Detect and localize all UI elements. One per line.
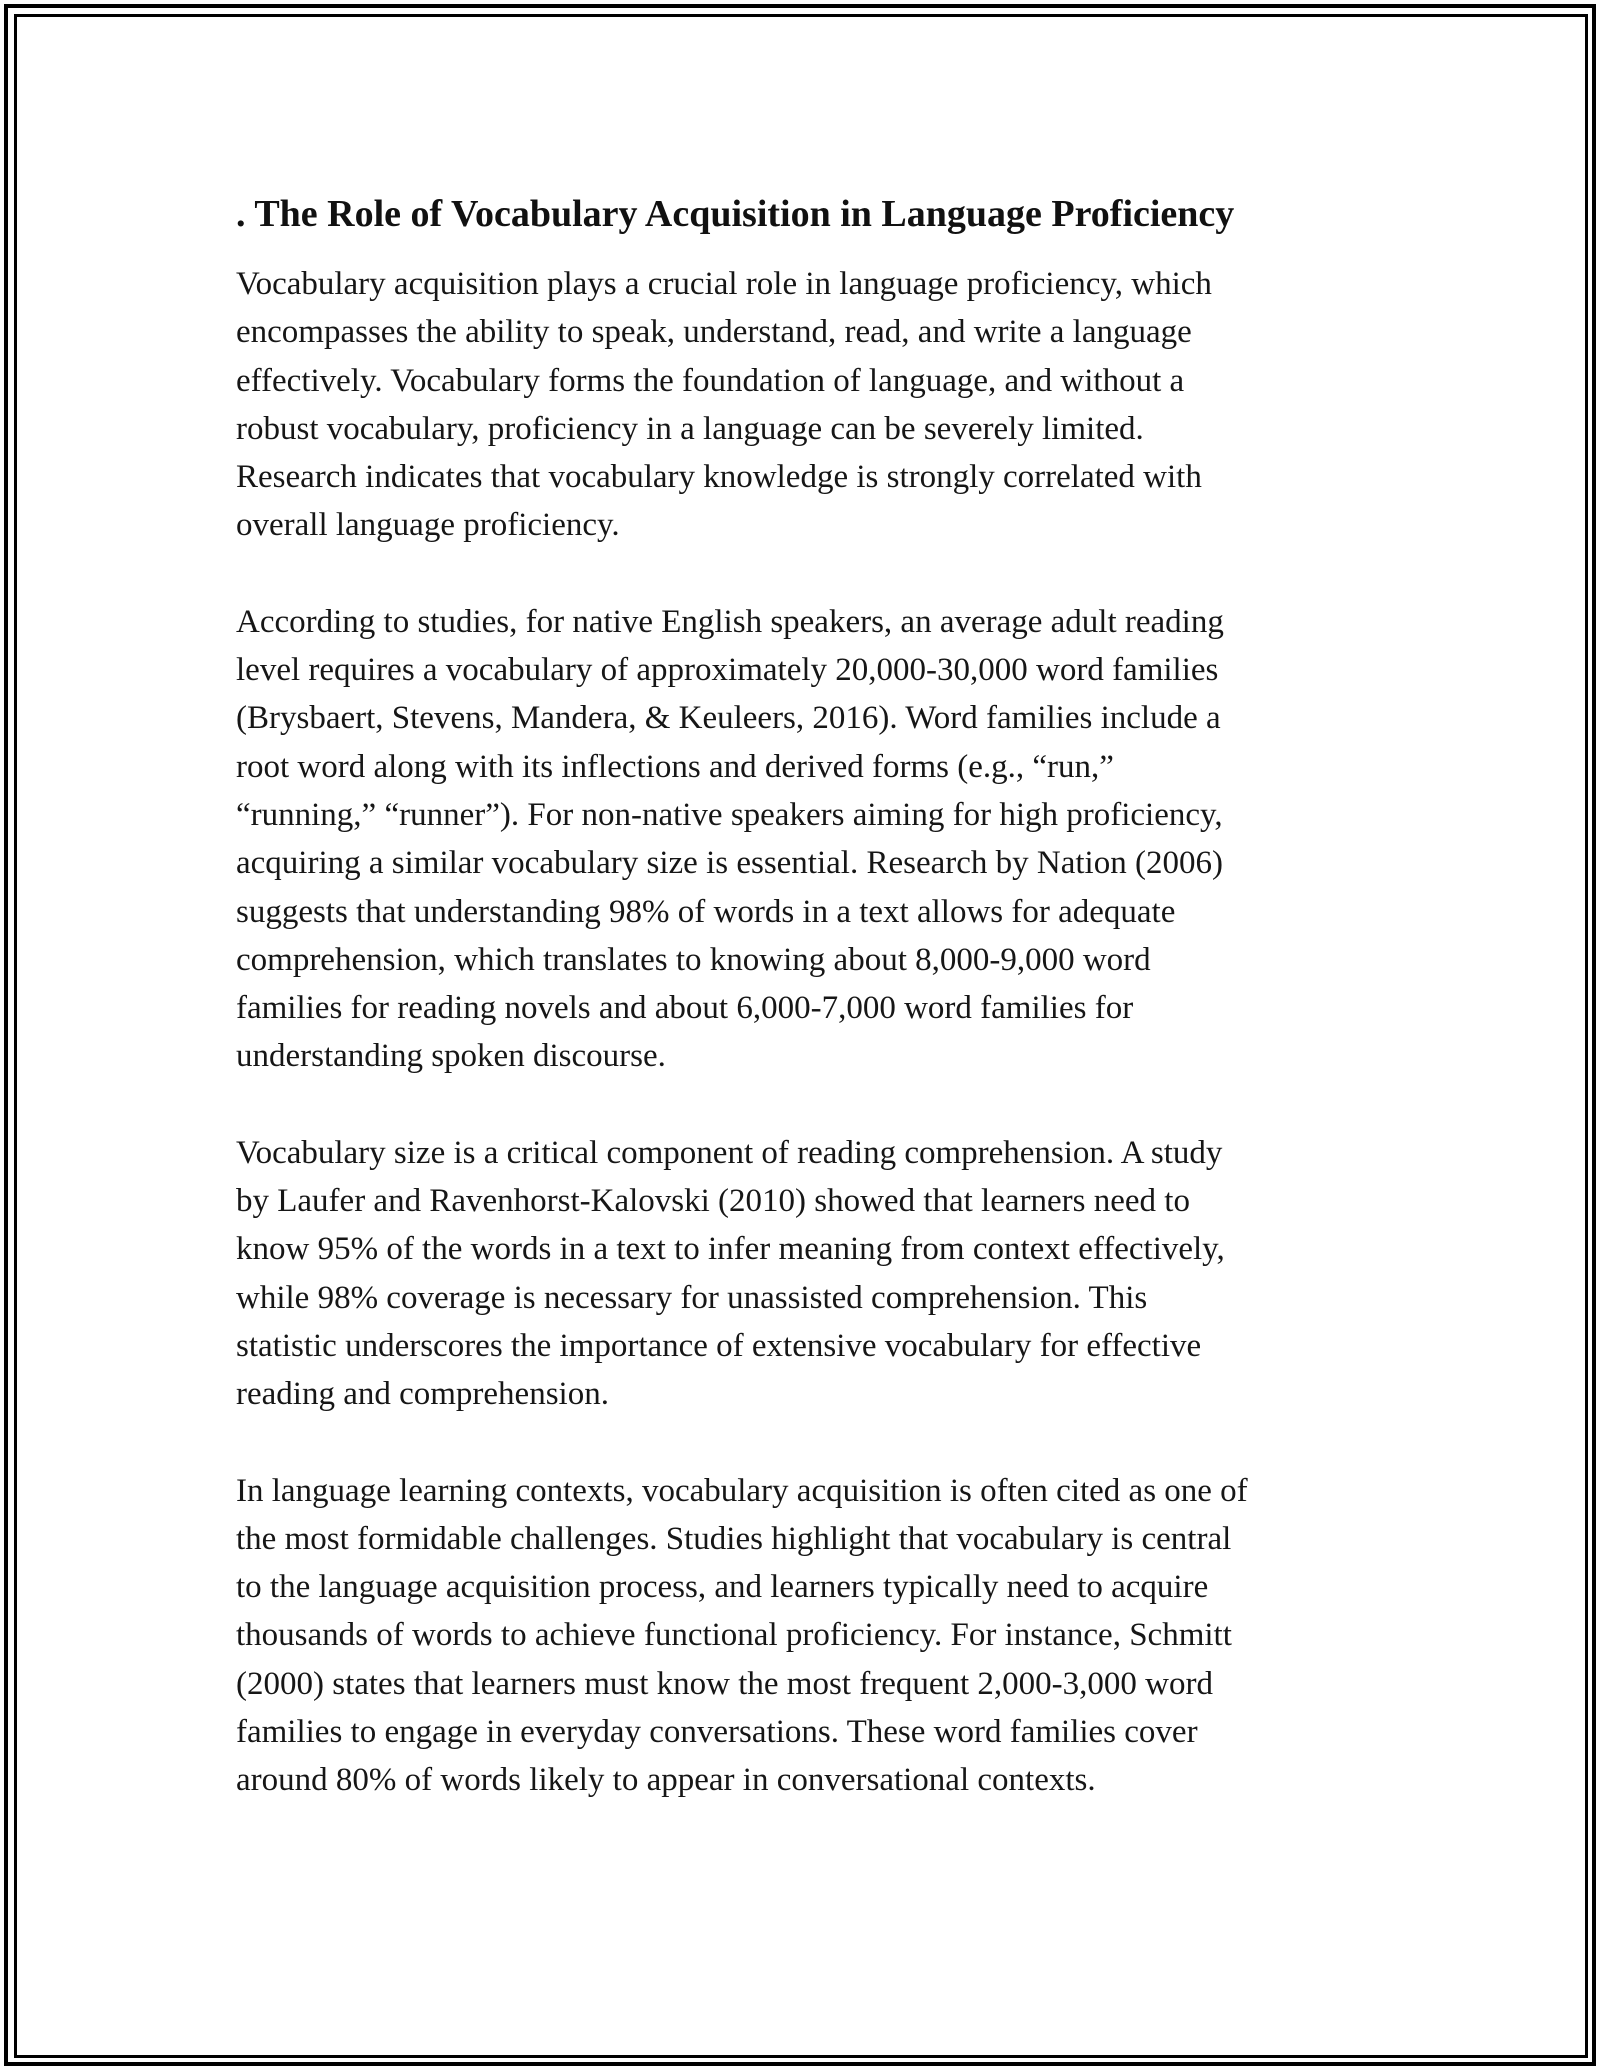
- paragraph-line: robust vocabulary, proficiency in a language can be severely limited.: [236, 410, 1144, 447]
- paragraph-line: In language learning contexts, vocabulary acquisition is often cited as one of: [236, 1472, 1248, 1509]
- paragraph-line: comprehension, which translates to knowing about 8,000-9,000 word: [236, 941, 1151, 978]
- paragraph-line: families for reading novels and about 6,000-7,000 word families for: [236, 990, 1134, 1027]
- paragraph-line: level requires a vocabulary of approximately 20,000-30,000 word families: [236, 652, 1219, 689]
- paragraph-line: understanding spoken discourse.: [236, 1038, 666, 1075]
- paragraph-line: Research indicates that vocabulary knowledge is strongly correlated with: [236, 459, 1202, 496]
- paragraph-line: while 98% coverage is necessary for unassisted comprehension. This: [236, 1279, 1148, 1316]
- paragraph-line: overall language proficiency.: [236, 507, 620, 544]
- paragraph-line: “running,” “runner”). For non-native speakers aiming for high proficiency,: [236, 796, 1223, 833]
- paragraph-line: around 80% of words likely to appear in conversational contexts.: [236, 1762, 1096, 1799]
- paragraph-vocabulary-role: [236, 260, 1376, 550]
- paragraph-line: statistic underscores the importance of extensive vocabulary for effective: [236, 1327, 1202, 1364]
- paragraph-line: suggests that understanding 98% of words in a text allows for adequate: [236, 893, 1176, 930]
- paragraph-line: thousands of words to achieve functional proficiency. For instance, Schmitt: [236, 1617, 1232, 1654]
- paragraph-line: reading and comprehension.: [236, 1376, 609, 1413]
- paragraph-line: Vocabulary size is a critical component of reading comprehension. A study: [236, 1134, 1223, 1171]
- section-heading: . The Role of Vocabulary Acquisition in Language Proficiency: [236, 193, 1235, 235]
- paragraph-line: families to engage in everyday conversations. These word families cover: [236, 1714, 1198, 1751]
- paragraph-line: by Laufer and Ravenhorst-Kalovski (2010) showed that learners need to: [236, 1183, 1190, 1220]
- paragraph-line: (Brysbaert, Stevens, Mandera, & Keuleers, 2016). Word families include a: [236, 700, 1221, 737]
- paragraph-line: the most formidable challenges. Studies highlight that vocabulary is central: [236, 1520, 1232, 1557]
- paragraph-line: Vocabulary acquisition plays a crucial role in language proficiency, which: [236, 266, 1212, 302]
- paragraph-line: acquiring a similar vocabulary size is essential. Research by Nation (2006): [236, 845, 1223, 882]
- paragraph-line: effectively. Vocabulary forms the foundation of language, and without a: [236, 362, 1185, 399]
- paragraph-line: know 95% of the words in a text to infer meaning from context effectively,: [236, 1231, 1225, 1268]
- paragraph-reading-comprehension: [236, 1129, 1376, 1419]
- paragraph-line: According to studies, for native English speakers, an average adult reading: [236, 603, 1224, 640]
- paragraph-native-speakers: [236, 598, 1376, 1081]
- paragraph-learning-contexts: [236, 1467, 1376, 1805]
- paragraph-line: root word along with its inflections and derived forms (e.g., “run,”: [236, 748, 1114, 785]
- paragraph-line: encompasses the ability to speak, understand, read, and write a language: [236, 314, 1192, 351]
- document-body: [236, 188, 1376, 1853]
- paragraph-line: (2000) states that learners must know the most frequent 2,000-3,000 word: [236, 1665, 1213, 1702]
- paragraph-line: to the language acquisition process, and learners typically need to acquire: [236, 1569, 1209, 1606]
